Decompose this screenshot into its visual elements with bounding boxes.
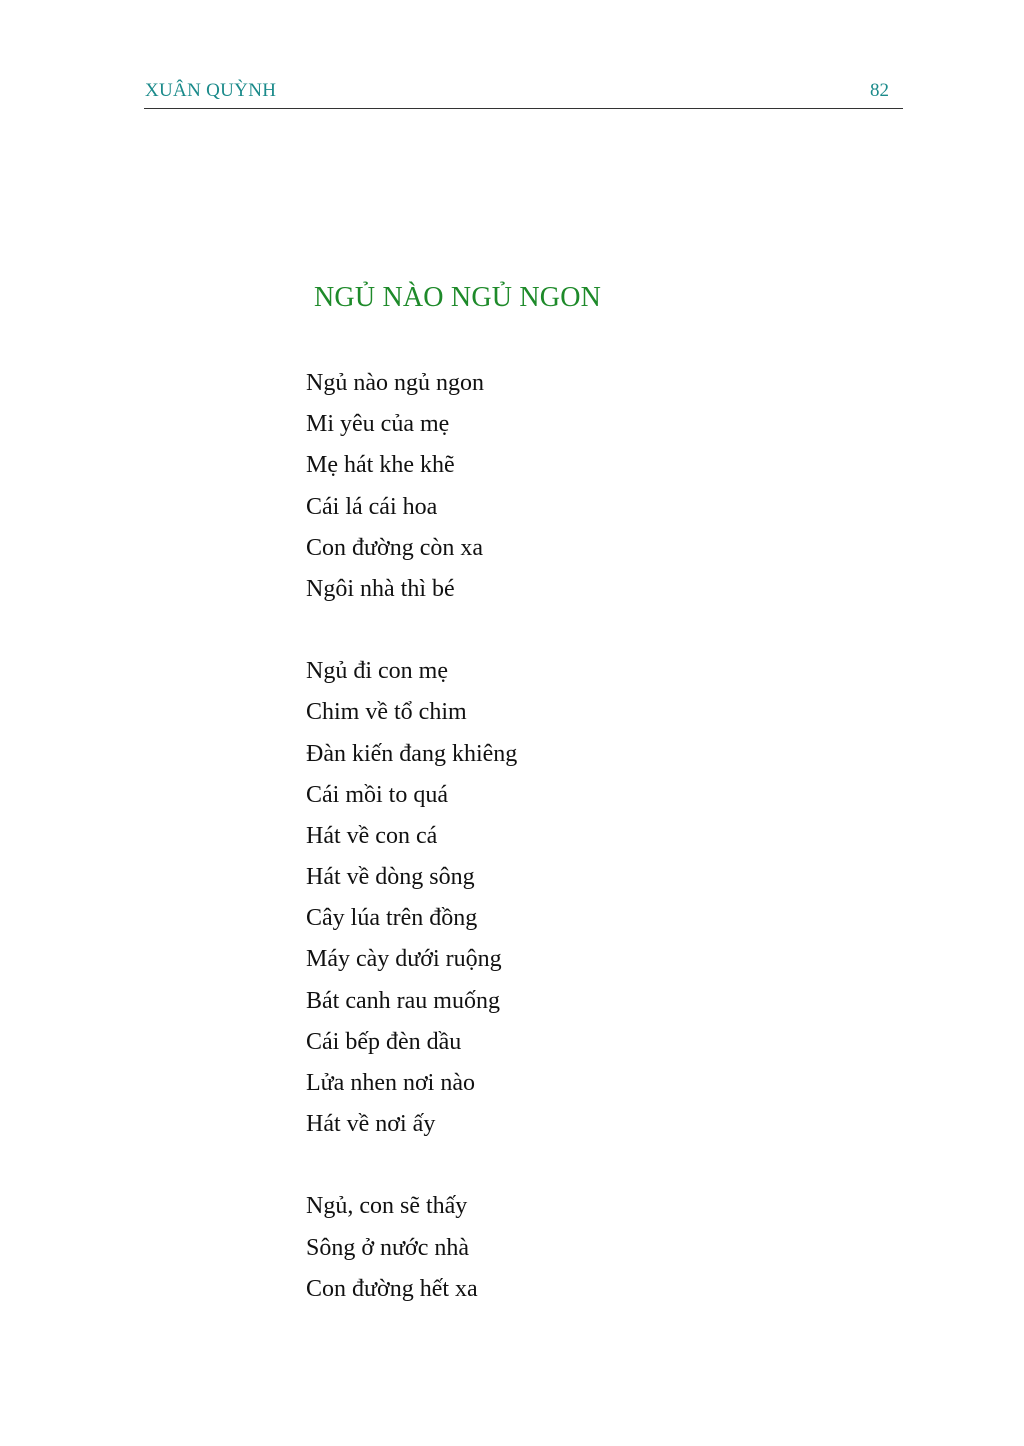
poem-line: Cây lúa trên đồng xyxy=(306,905,478,932)
poem-line: Hát về dòng sông xyxy=(306,864,475,891)
poem-line: Cái mồi to quá xyxy=(306,781,448,808)
poem-line: Con đường hết xa xyxy=(306,1275,478,1302)
poem-title: NGỦ NÀO NGỦ NGON xyxy=(314,282,602,313)
poem-body xyxy=(306,365,806,1312)
poem-line: Mẹ hát khe khẽ xyxy=(306,452,455,479)
poem-line: Đàn kiến đang khiêng xyxy=(306,740,518,767)
poem-line: Con đường còn xa xyxy=(306,534,484,561)
poem-line: Sông ở nước nhà xyxy=(306,1234,470,1261)
poem-line: Ngủ, con sẽ thấy xyxy=(306,1193,468,1220)
running-header xyxy=(144,80,903,109)
poem-line: Máy cày dưới ruộng xyxy=(306,946,502,973)
poem-line: Hát về nơi ấy xyxy=(306,1111,436,1138)
poem-line: Hát về con cá xyxy=(306,822,438,849)
poem-line: Ngủ đi con mẹ xyxy=(306,658,448,685)
poem-line: Lửa nhen nơi nào xyxy=(306,1070,475,1096)
poem-line: Ngủ nào ngủ ngon xyxy=(306,370,484,396)
stanza-3 xyxy=(306,1188,806,1312)
poem-line: Chim về tổ chim xyxy=(306,699,467,726)
poem-line: Cái lá cái hoa xyxy=(306,493,438,520)
header-author: XUÂN QUỲNH xyxy=(145,80,277,101)
page-number: 82 xyxy=(870,80,889,101)
stanza-1 xyxy=(306,365,806,612)
poem-line: Cái bếp đèn dầu xyxy=(306,1028,462,1055)
poem-line: Ngôi nhà thì bé xyxy=(306,575,455,602)
poem-line: Bát canh rau muống xyxy=(306,987,500,1014)
stanza-2 xyxy=(306,653,806,1147)
poem-line: Mi yêu của mẹ xyxy=(306,411,450,438)
